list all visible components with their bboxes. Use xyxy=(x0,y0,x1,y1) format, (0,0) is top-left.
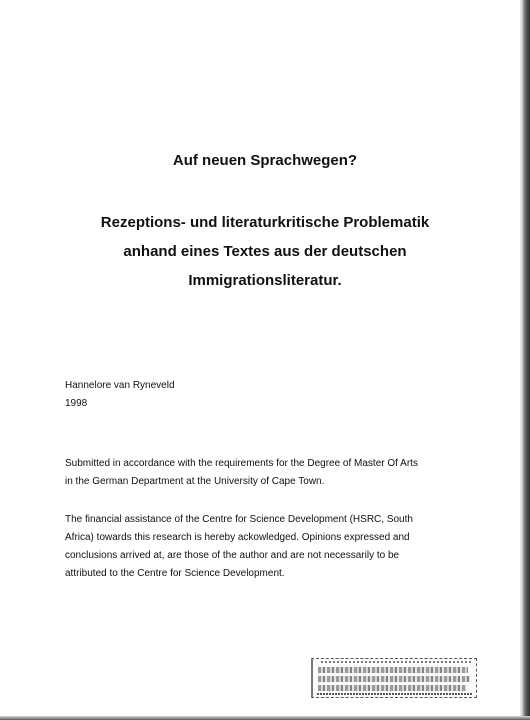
stamp-text-line xyxy=(318,667,468,673)
submission-year: 1998 xyxy=(65,398,88,409)
page-edge-shadow xyxy=(522,0,530,720)
acknowledgement-line: Africa) towards this research is hereby ackowledged. Opinions expressed and xyxy=(65,532,410,543)
submission-line: in the German Department at the University of Cape Town. xyxy=(65,476,325,487)
stamp-border-bottom xyxy=(317,693,473,695)
acknowledgement-paragraph xyxy=(65,511,413,583)
subtitle-line: Immigrationsliteratur. xyxy=(188,272,342,289)
document-subtitle xyxy=(60,208,470,295)
stamp-border-top xyxy=(321,661,471,663)
acknowledgement-line: attributed to the Centre for Science Development. xyxy=(65,568,285,579)
acknowledgement-line: The financial assistance of the Centre for Science Development (HSRC, South xyxy=(65,514,413,525)
subtitle-line: Rezeptions- und literaturkritische Problematik xyxy=(100,214,430,231)
subtitle-line: anhand eines Textes aus der deutschen xyxy=(123,243,407,260)
stamp-text-line xyxy=(318,676,470,682)
page-bottom-edge xyxy=(0,716,530,720)
document-title: Auf neuen Sprachwegen? xyxy=(172,152,358,169)
acknowledgement-line: conclusions arrived at, are those of the author and are not necessarily to be xyxy=(65,550,400,561)
copyright-stamp xyxy=(311,658,477,698)
submission-line: Submitted in accordance with the requirements for the Degree of Master Of Arts xyxy=(65,458,418,469)
author-name: Hannelore van Ryneveld xyxy=(65,380,175,391)
submission-statement xyxy=(65,455,418,491)
stamp-text-line xyxy=(318,685,466,691)
